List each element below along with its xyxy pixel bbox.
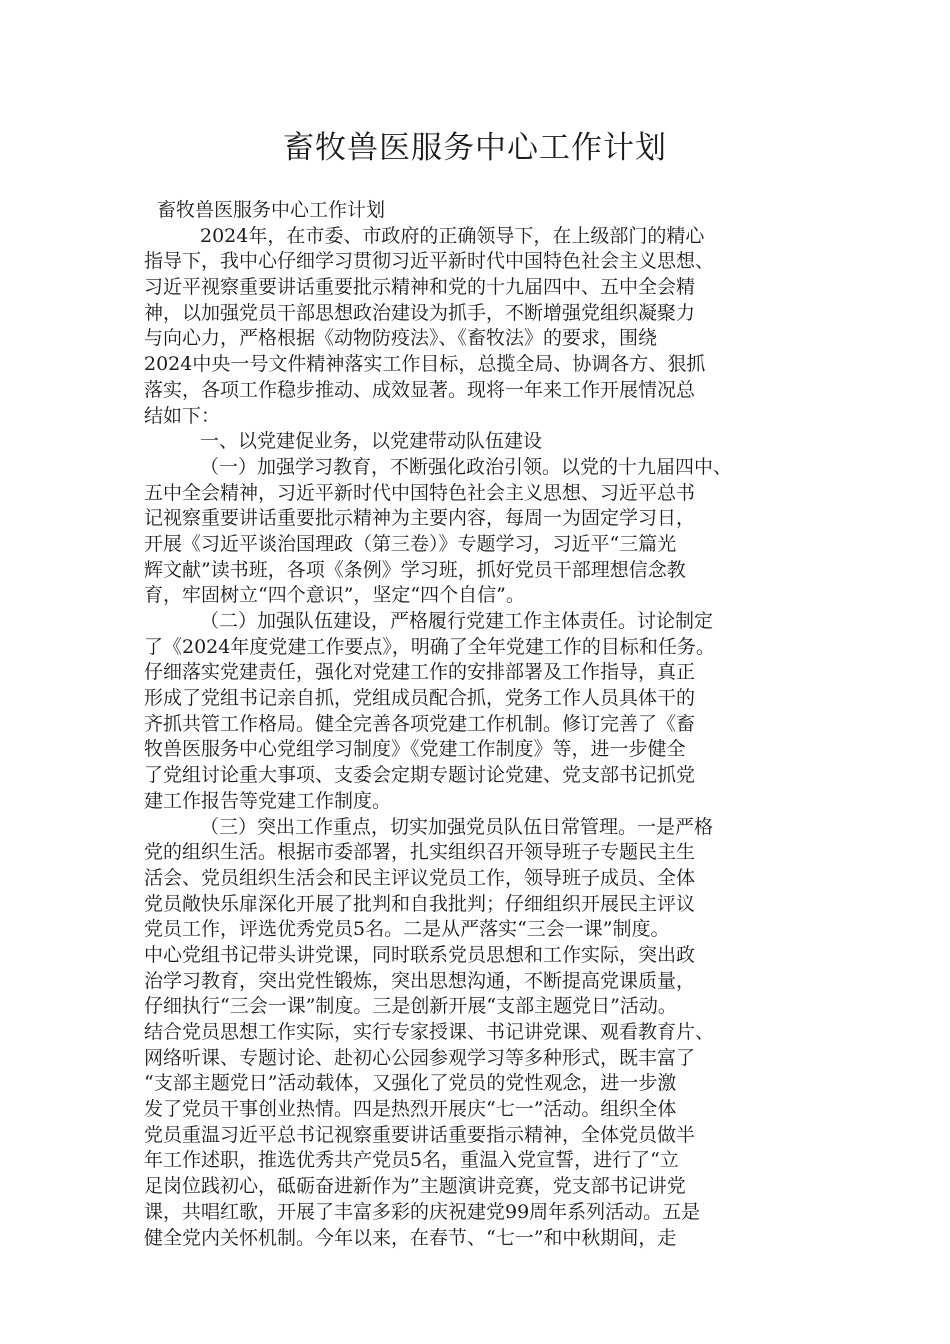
paragraph-line: 结如下：	[144, 404, 221, 427]
paragraph-line: 党员工作，评选优秀党员5名。二是从严落实“三会一课”制度。	[144, 918, 670, 941]
paragraph-line: 治学习教育，突出党性锻炼，突出思想沟通，不断提高党课质量，	[144, 969, 696, 992]
paragraph-line: 中心党组书记带头讲党课，同时联系党员思想和工作实际，突出政	[144, 943, 696, 966]
paragraph-line: 健全党内关怀机制。今年以来，在春节、“七一”和中秋期间，走	[144, 1226, 677, 1249]
paragraph-line: 习近平视察重要讲话重要批示精神和党的十九届四中、五中全会精	[144, 276, 696, 299]
paragraph-line: 指导下，我中心仔细学习贯彻习近平新时代中国特色社会主义思想、	[144, 250, 715, 273]
paragraph-line: （一）加强学习教育，不断强化政治引领。以党的十九届四中、	[200, 455, 733, 478]
paragraph-line: （二）加强队伍建设，严格履行党建工作主体责任。讨论制定	[200, 610, 714, 632]
document-title: 畜牧兽医服务中心工作计划	[283, 130, 667, 166]
paragraph-line: 仔细执行“三会一课”制度。三是创新开展“支部主题党日”活动。	[144, 995, 677, 1018]
paragraph-line: 网络听课、专题讨论、赴初心公园参观学习等多种形式，既丰富了	[144, 1046, 696, 1069]
paragraph-line: 建工作报告等党建工作制度。	[144, 789, 392, 812]
paragraph-line: 足岗位践初心，砥砺奋进新作为”主题演讲竞赛，党支部书记讲党	[144, 1175, 686, 1198]
paragraph-line: 党员重温习近平总书记视察重要讲话重要指示精神，全体党员做半	[144, 1123, 696, 1146]
paragraph-line: 一、以党建促业务，以党建带动队伍建设	[200, 430, 543, 453]
paragraph-line: 牧兽医服务中心党组学习制度》《党建工作制度》等，进一步健全	[144, 738, 686, 761]
paragraph-line: （三）突出工作重点，切实加强党员队伍日常管理。一是严格	[200, 815, 714, 838]
paragraph-line: 2024中央一号文件精神落实工作目标，总揽全局、协调各方、狠抓	[144, 353, 706, 376]
paragraph-line: 与向心力，严格根据《动物防疫法》、《畜牧法》的要求，围绕	[144, 327, 658, 350]
paragraph-line: 党员敞快乐扉深化开展了批判和自我批判；仔细组织开展民主评议	[144, 892, 696, 915]
paragraph-line: 仔细落实党建责任，强化对党建工作的安排部署及工作指导，真正	[144, 661, 696, 684]
paragraph-line: 活会、党员组织生活会和民主评议党员工作，领导班子成员、全体	[144, 866, 696, 889]
paragraph-line: 发了党员干事创业热情。四是热烈开展庆“七一”活动。组织全体	[144, 1098, 677, 1121]
paragraph-line: 神，以加强党员干部思想政治建设为抓手，不断增强党组织凝聚力	[144, 301, 696, 324]
paragraph-line: 了党组讨论重大事项、支委会定期专题讨论党建、党支部书记抓党	[144, 764, 696, 787]
paragraph-line: 落实，各项工作稳步推动、成效显著。现将一年来工作开展情况总	[144, 378, 696, 401]
paragraph-line: 党的组织生活。根据市委部署，扎实组织召开领导班子专题民主生	[144, 841, 696, 864]
paragraph-line: 了《2024年度党建工作要点》，明确了全年党建工作的目标和任务。	[144, 635, 715, 658]
paragraph-line: 2024年，在市委、市政府的正确领导下，在上级部门的精心	[200, 224, 705, 247]
paragraph-line: “支部主题党日”活动载体，又强化了党员的党性观念，进一步激	[144, 1072, 677, 1095]
paragraph-line: 五中全会精神，习近平新时代中国特色社会主义思想、习近平总书	[144, 481, 696, 504]
paragraph-line: 结合党员思想工作实际，实行专家授课、书记讲党课、观看教育片、	[144, 1021, 715, 1043]
paragraph-line: 畜牧兽医服务中心工作计划	[157, 199, 386, 221]
paragraph-line: 课，共唱红歌，开展了丰富多彩的庆祝建党99周年系列活动。五是	[144, 1200, 701, 1223]
paragraph-line: 形成了党组书记亲自抓，党组成员配合抓，党务工作人员具体干的	[144, 687, 696, 710]
document-body	[144, 198, 824, 1251]
paragraph-line: 记视察重要讲话重要批示精神为主要内容，每周一为固定学习日，	[144, 507, 696, 530]
paragraph-line: 开展《习近平谈治国理政（第三卷）》专题学习，习近平“三篇光	[144, 532, 677, 555]
paragraph-line: 齐抓共管工作格局。健全完善各项党建工作机制。修订完善了《畜	[144, 712, 696, 735]
paragraph-line: 辉文献”读书班，各项《条例》学习班，抓好党员干部理想信念教	[144, 558, 686, 581]
paragraph-line: 年工作述职，推选优秀共产党员5名，重温入党宣誓，进行了“立	[144, 1149, 679, 1172]
paragraph-line: 育，牢固树立“四个意识”，坚定“四个自信”。	[144, 584, 525, 607]
